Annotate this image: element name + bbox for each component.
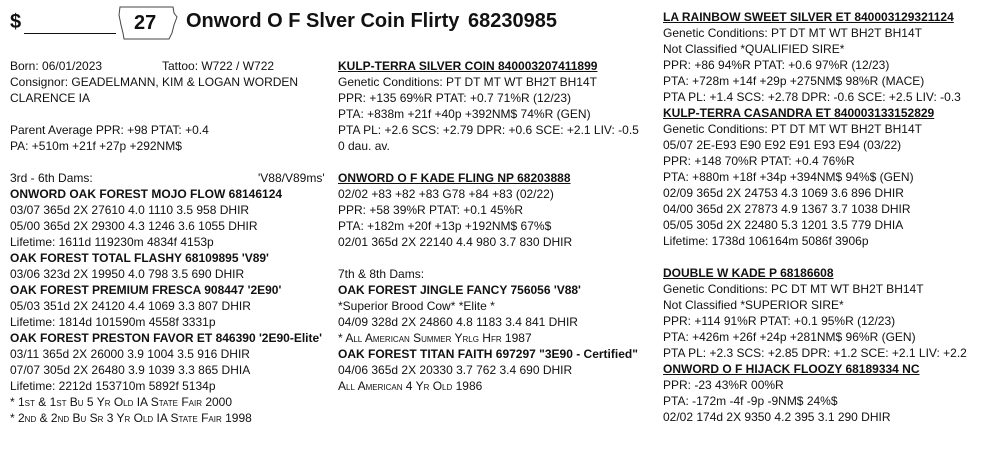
dam-record-line: 04/06 365d 2X 20330 3.7 762 3.4 690 DHIR xyxy=(338,363,573,377)
maternal-granddam-name: ONWORD O F HIJACK FLOOZY 68189334 NC xyxy=(663,362,920,376)
dollar-sign: $ xyxy=(10,11,22,33)
sire-info-line: Genetic Conditions: PT DT MT WT BH2T BH14T xyxy=(338,75,597,89)
pedigree-info-line: 02/09 365d 2X 24753 4.3 1069 3.6 896 DHIR xyxy=(663,186,904,200)
dam-record-line: Lifetime: 1611d 119230m 4834f 4153p xyxy=(10,235,214,249)
dam-record-line: OAK FOREST PREMIUM FRESCA 908447 '2E90' xyxy=(10,283,282,297)
dams-label: 3rd - 6th Dams: xyxy=(10,171,93,185)
born-date: Born: 06/01/2023 xyxy=(10,59,103,73)
pedigree-info-line: Lifetime: 1738d 106164m 5086f 3906p xyxy=(663,234,869,248)
dam-info-line: 02/01 365d 2X 22140 4.4 980 3.7 830 DHIR xyxy=(338,235,573,249)
dam-record-line: 07/07 305d 2X 26480 3.9 1039 3.3 865 DHIA xyxy=(10,363,251,377)
pedigree-info-line: PTA PL: +1.4 SCS: +2.78 DPR: -0.6 SCE: +2.5 LIV: -0.3 xyxy=(663,90,961,104)
maternal-grandsire-name: DOUBLE W KADE P 68186608 xyxy=(663,266,834,280)
pedigree-info-line: 04/00 365d 2X 27873 4.9 1367 3.7 1038 DHIR xyxy=(663,202,911,216)
dam-record-line: OAK FOREST TITAN FAITH 697297 "3E90 - Certified" xyxy=(338,347,638,361)
animal-info-column xyxy=(10,58,330,426)
pedigree-info-line: 05/07 2E-E93 E90 E92 E91 E93 E94 (03/22) xyxy=(663,138,902,152)
dams-78-label: 7th & 8th Dams: xyxy=(338,267,425,281)
dam-name: ONWORD O F KADE FLING NP 68203888 xyxy=(338,171,571,185)
dam-record-line: Lifetime: 2212d 153710m 5892f 5134p xyxy=(10,379,216,393)
lot-number: 27 xyxy=(134,12,157,34)
parent-average-pta: PA: +510m +21f +27p +292NM$ xyxy=(10,139,182,153)
sire-dam-column xyxy=(338,58,658,394)
dam-record-line: OAK FOREST PRESTON FAVOR ET 846390 '2E90-Elite' xyxy=(10,331,323,345)
dam-record-line: * All American Summer Yrlg Hfr 1987 xyxy=(338,331,532,345)
dam-record-line: ONWORD OAK FOREST MOJO FLOW 68146124 xyxy=(10,187,283,201)
pedigree-info-line: Genetic Conditions: PT DT MT WT BH2T BH14T xyxy=(663,26,922,40)
sire-info-line: PPR: +135 69%R PTAT: +0.7 71%R (12/23) xyxy=(338,91,572,105)
dam-record-line: 03/07 365d 2X 27610 4.0 1110 3.5 958 DHIR xyxy=(10,203,250,217)
sire-info-line: PTA: +838m +21f +40p +392NM$ 74%R (GEN) xyxy=(338,107,591,121)
lot-title: Onword O F Slver Coin Flirty xyxy=(186,10,460,32)
registration-number: 68230985 xyxy=(468,10,557,32)
pedigree-info-line: PTA PL: +2.3 SCS: +2.85 DPR: +1.2 SCE: +2.1 LIV: +2.2 xyxy=(663,346,967,360)
pedigree-info-line: Genetic Conditions: PC DT MT WT BH2T BH14T xyxy=(663,282,924,296)
pedigree-info-line: PPR: +114 91%R PTAT: +0.1 95%R (12/23) xyxy=(663,314,896,328)
dam-record-line: OAK FOREST JINGLE FANCY 756056 'V88' xyxy=(338,283,581,297)
dam-record-line: * 2nd & 2nd Bu Sr 3 Yr Old IA State Fair 1998 xyxy=(10,411,252,425)
dam-info-line: 02/02 +83 +82 +83 G78 +84 +83 (02/22) xyxy=(338,187,554,201)
parent-average: Parent Average PPR: +98 PTAT: +0.4 xyxy=(10,123,209,137)
dam-record-line: 05/00 365d 2X 29300 4.3 1246 3.6 1055 DHIR xyxy=(10,219,258,233)
pedigree-info-line: Genetic Conditions: PT DT MT WT BH2T BH14T xyxy=(663,122,922,136)
sire-info-line: PTA PL: +2.6 SCS: +2.79 DPR: +0.6 SCE: +2.1 LIV: -0.5 xyxy=(338,123,639,137)
dam-record-line: 03/11 365d 2X 26000 3.9 1004 3.5 916 DHIR xyxy=(10,347,250,361)
dam-record-line: 04/09 328d 2X 24860 4.8 1183 3.4 841 DHIR xyxy=(338,315,578,329)
pedigree-info-line: PTA: +880m +18f +34p +394NM$ 94%$ (GEN) xyxy=(663,170,914,184)
dam-info-line: PTA: +182m +20f +13p +192NM$ 67%$ xyxy=(338,219,552,233)
sire-name: KULP-TERRA SILVER COIN 840003207411899 xyxy=(338,59,598,73)
pedigree-info-line: PTA: +426m +26f +24p +281NM$ 96%R (GEN) xyxy=(663,330,916,344)
pedigree-info-line: PPR: -23 43%R 00%R xyxy=(663,378,784,392)
pedigree-info-line: 05/05 305d 2X 22480 5.3 1201 3.5 779 DHIA xyxy=(663,218,904,232)
pedigree-info-line: PPR: +148 70%R PTAT: +0.4 76%R xyxy=(663,154,855,168)
dam-record-line: 05/03 351d 2X 24120 4.4 1069 3.3 807 DHIR xyxy=(10,299,251,313)
dam-record-line: *Superior Brood Cow* *Elite * xyxy=(338,299,495,313)
paternal-grandsire-name: LA RAINBOW SWEET SILVER ET 840003129321124 xyxy=(663,10,954,24)
pedigree-info-line: PPR: +86 94%R PTAT: +0.6 97%R (12/23) xyxy=(663,58,890,72)
pedigree-info-line: Not Classified *QUALIFIED SIRE* xyxy=(663,42,845,56)
pedigree-info-line: PTA: +728m +14f +29p +275NM$ 98%R (MACE) xyxy=(663,74,925,88)
consignor-location: CLARENCE IA xyxy=(10,91,91,105)
dam-record-line: All American 4 Yr Old 1986 xyxy=(338,379,483,393)
dam-record-line: 03/06 323d 2X 19950 4.0 798 3.5 690 DHIR xyxy=(10,267,245,281)
price-line xyxy=(24,33,116,34)
dam-record-line: * 1st & 1st Bu 5 Yr Old IA State Fair 2000 xyxy=(10,395,233,409)
dam-record-line: Lifetime: 1814d 101590m 4558f 3331p xyxy=(10,315,216,329)
paternal-granddam-name: KULP-TERRA CASANDRA ET 840003133152829 xyxy=(663,106,935,120)
tattoo: Tattoo: W722 / W722 xyxy=(162,59,275,73)
pedigree-info-line: PTA: -172m -4f -9p -9NM$ 24%$ xyxy=(663,394,838,408)
sire-info-line: 0 dau. av. xyxy=(338,139,390,153)
pedigree-info-line: 02/02 174d 2X 9350 4.2 395 3.1 290 DHIR xyxy=(663,410,891,424)
dam-record-line: OAK FOREST TOTAL FLASHY 68109895 'V89' xyxy=(10,251,269,265)
dams-score: 'V88/V89ms' xyxy=(258,171,325,185)
pedigree-info-line: Not Classified *SUPERIOR SIRE* xyxy=(663,298,844,312)
consignor: Consignor: GEADELMANN, KIM & LOGAN WORDEN xyxy=(10,75,299,89)
pedigree-column xyxy=(663,9,998,425)
dam-info-line: PPR: +58 39%R PTAT: +0.1 45%R xyxy=(338,203,523,217)
